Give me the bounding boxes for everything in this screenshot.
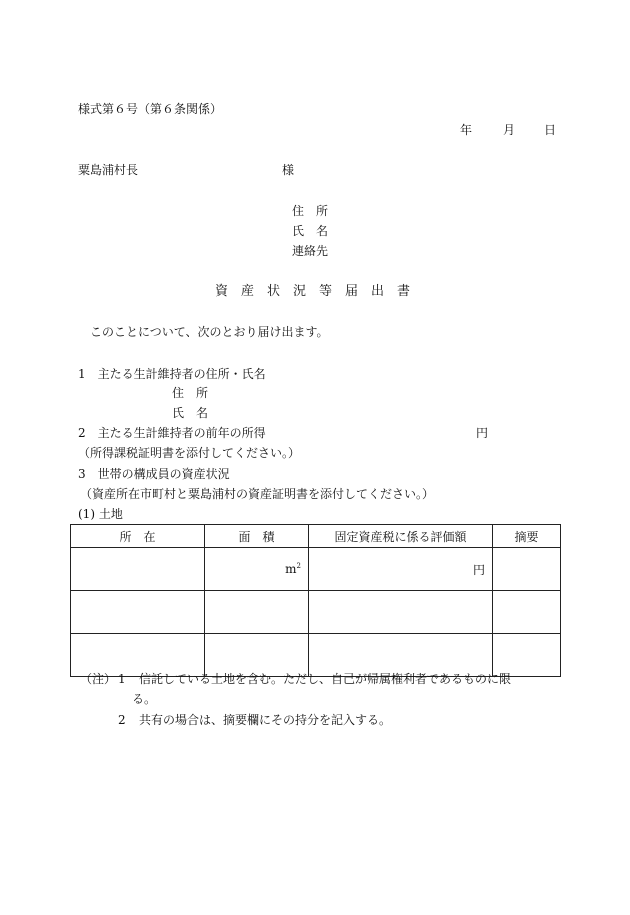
document-title: 資 産 状 況 等 届 出 書 (215, 284, 411, 299)
addressee-name: 粟島浦村長 (78, 163, 139, 177)
section2-heading: 2 主たる生計維持者の前年の所得 (78, 426, 266, 440)
land-table-header-row (71, 525, 561, 548)
note1-line1: 信託している土地を含む。ただし、自己が帰属権利者であるものに限 (139, 672, 512, 686)
section2-note: （所得課税証明書を添付してください。） (78, 446, 301, 460)
area-cell[interactable] (205, 591, 309, 634)
note1-number: 1 (118, 672, 126, 686)
addressee-honorific: 様 (282, 163, 295, 177)
date-day-label: 日 (544, 123, 557, 137)
remarks-cell[interactable] (493, 634, 561, 677)
col-assessed-value-header: 固定資産税に係る評価額 (309, 525, 493, 548)
note2-number: 2 (118, 713, 126, 727)
assessed-value-cell[interactable] (309, 634, 493, 677)
location-cell[interactable] (71, 548, 205, 591)
section1-name-label: 氏 名 (172, 406, 209, 420)
notes-prefix: （注） (80, 672, 117, 686)
section2-yen-unit: 円 (476, 426, 489, 440)
value-yen-unit: 円 (472, 562, 485, 577)
assessed-value-cell[interactable] (309, 548, 493, 591)
note2-text: 共有の場合は、摘要欄にその持分を記入する。 (139, 713, 392, 727)
date-month-label: 月 (503, 123, 516, 137)
date-year-label: 年 (460, 123, 473, 137)
location-cell[interactable] (71, 634, 205, 677)
col-remarks-header: 摘要 (493, 525, 561, 548)
assessed-value-cell[interactable] (309, 591, 493, 634)
applicant-address-label: 住 所 (292, 204, 329, 218)
remarks-cell[interactable] (493, 548, 561, 591)
remarks-cell[interactable] (493, 591, 561, 634)
area-cell[interactable] (205, 548, 309, 591)
table-row (71, 634, 561, 677)
location-cell[interactable] (71, 591, 205, 634)
table-row (71, 548, 561, 591)
area-cell[interactable] (205, 634, 309, 677)
area-unit-superscript: 2 (296, 562, 301, 570)
land-sub-heading: (1) 土地 (78, 507, 123, 521)
col-area-header: 面 積 (205, 525, 309, 548)
section1-heading: 1 主たる生計維持者の住所・氏名 (78, 367, 266, 381)
col-location-header: 所 在 (71, 525, 205, 548)
table-row (71, 591, 561, 634)
form-number: 様式第６号（第６条関係） (78, 102, 223, 116)
section3-heading: 3 世帯の構成員の資産状況 (78, 467, 230, 481)
note1-line2: る。 (132, 692, 157, 706)
land-table (70, 524, 561, 677)
applicant-contact-label: 連絡先 (292, 244, 329, 258)
applicant-name-label: 氏 名 (292, 224, 329, 238)
section1-address-label: 住 所 (172, 386, 209, 400)
section3-note: （資産所在市町村と粟島浦村の資産証明書を添付してください。） (80, 487, 435, 501)
area-unit: m (285, 562, 297, 576)
intro-text: このことについて、次のとおり届け出ます。 (90, 325, 329, 339)
